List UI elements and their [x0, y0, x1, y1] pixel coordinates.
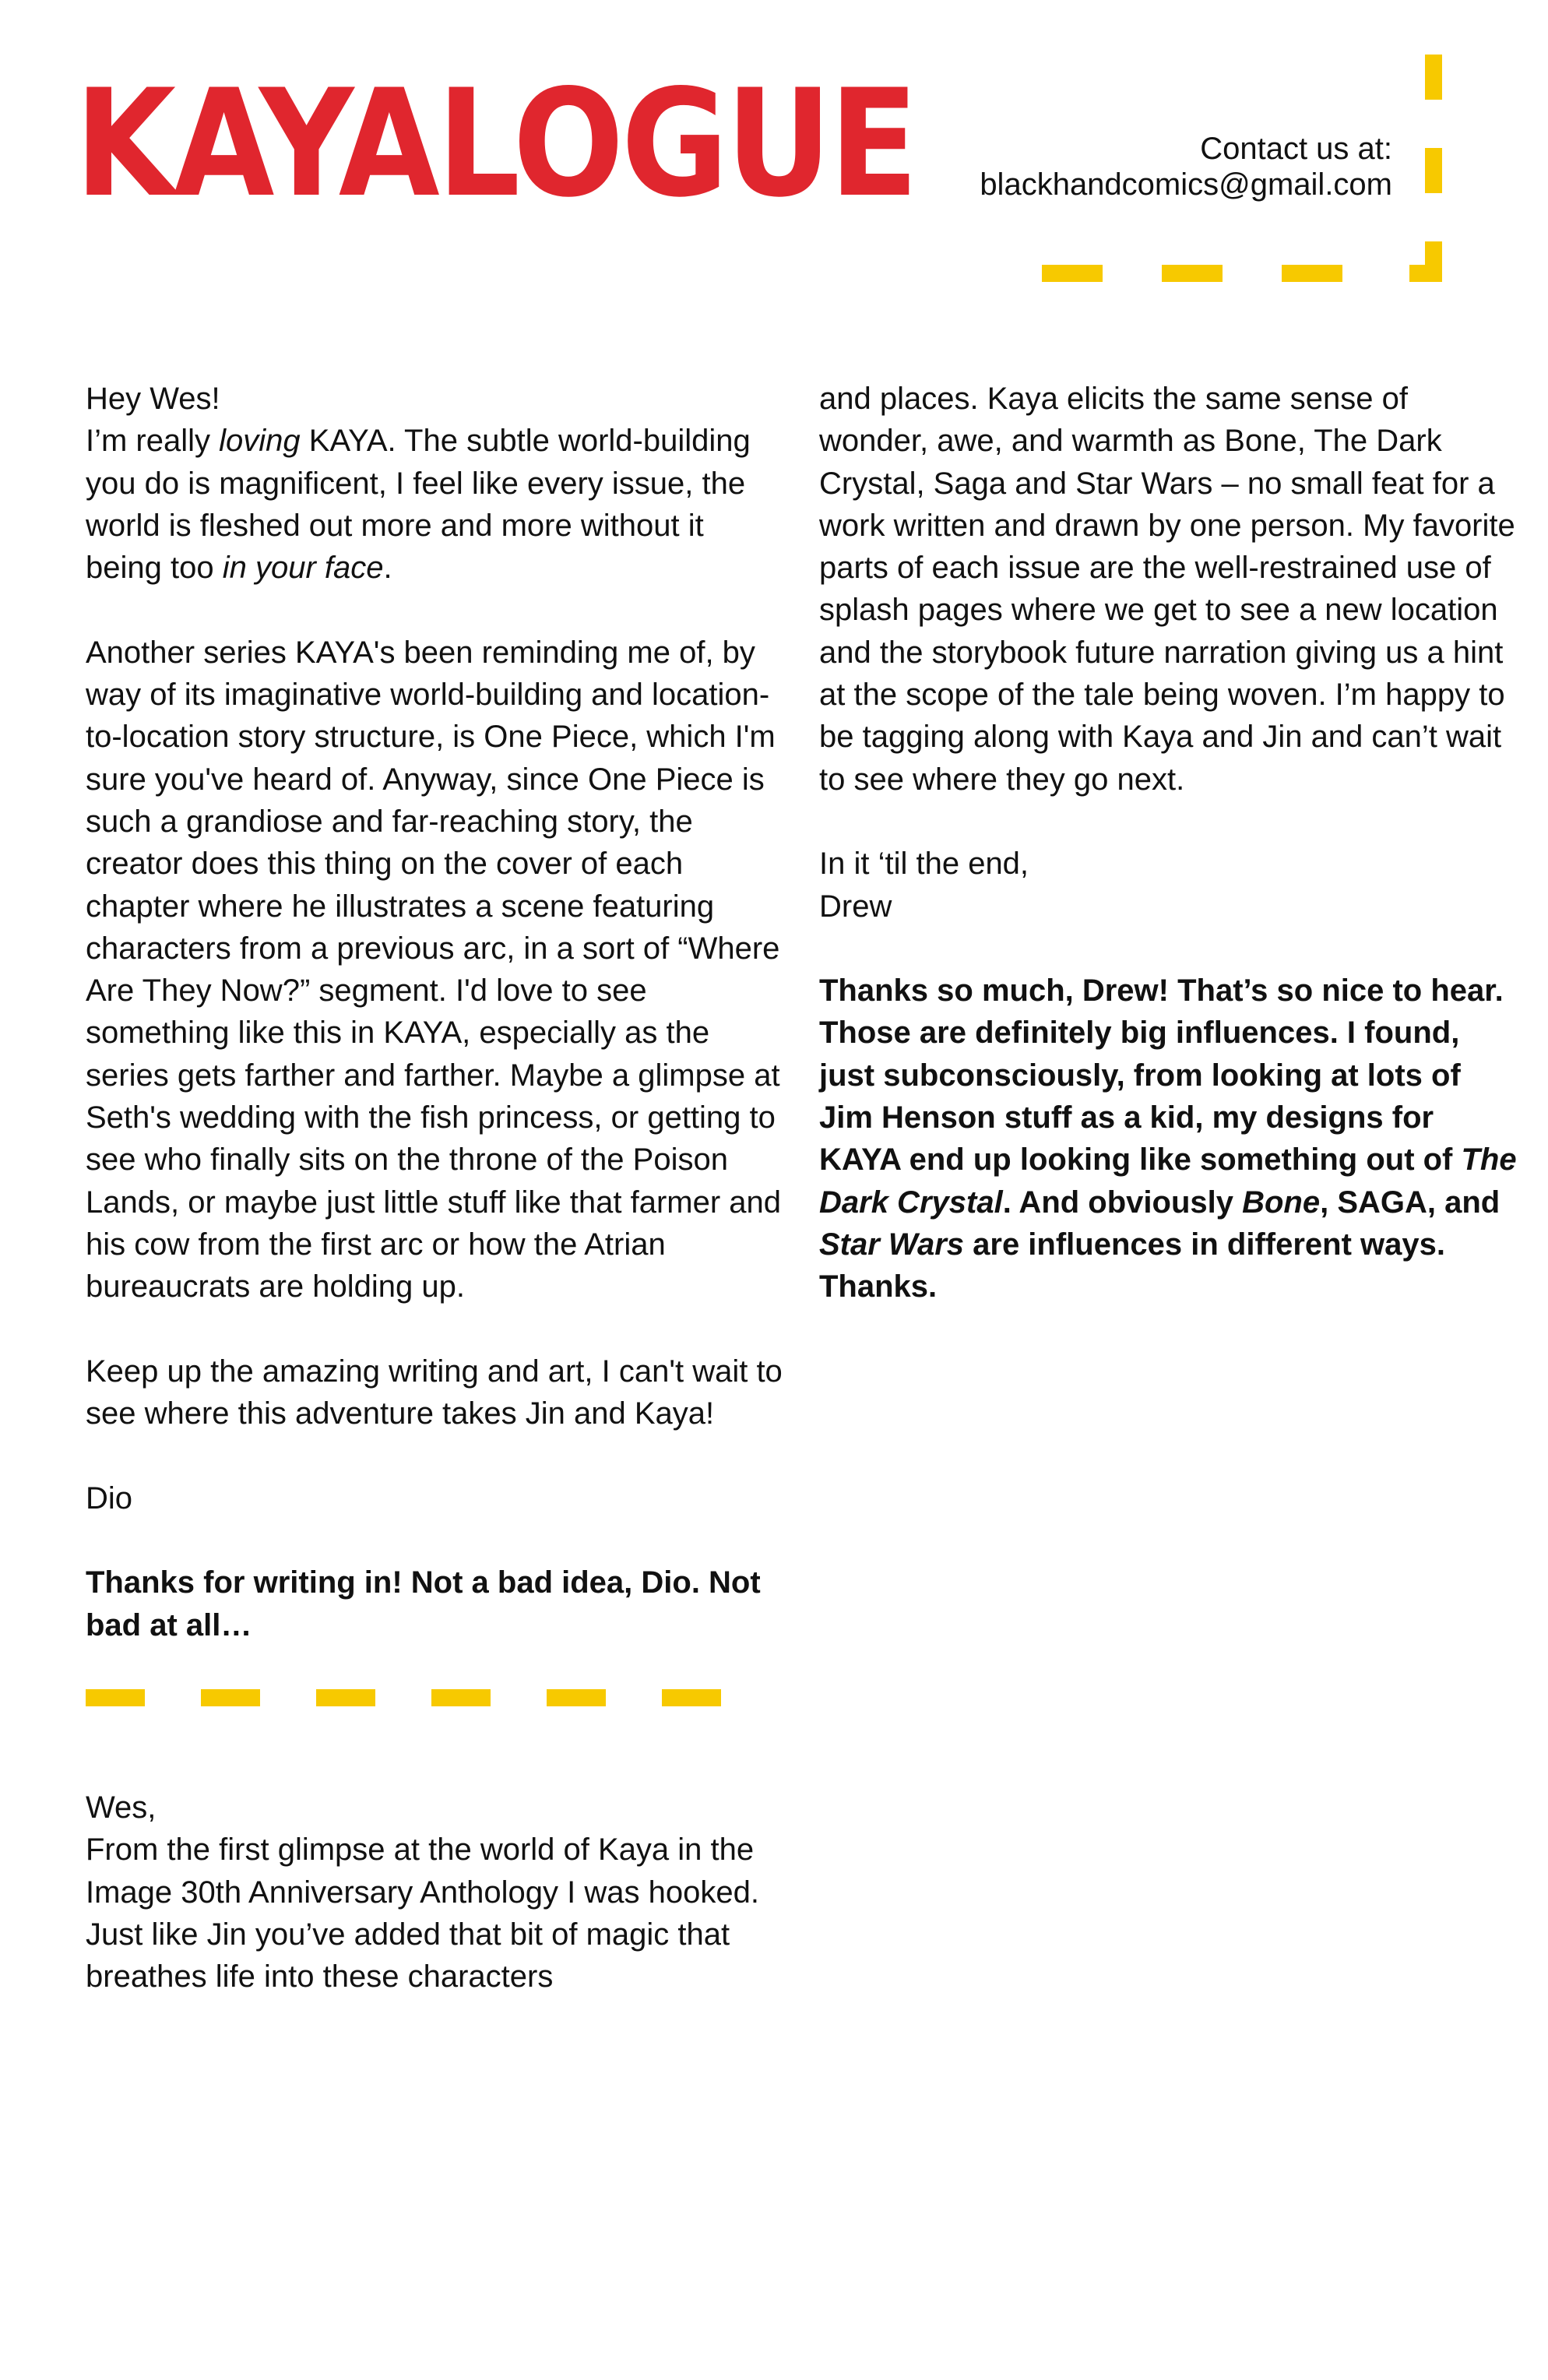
letter-2-paragraph-part-2: and places. Kaya elicits the same sense of wonder, awe, and warmth as Bone, The Dark Crystal, Saga and Star Wars – no small feat for a work written and drawn by one person. My favorite parts of each issue are the well-restrained use of splash pages where we get to see a new location and the storybook future narration giving us a hint at the scope of the tale being woven. I’m happy to be tagging along with Kaya and Jin and can’t wait to see where they go next. — [819, 382, 1515, 797]
letter-2-reply-text-2: . And obviously — [1002, 1185, 1243, 1220]
letter-1-p1-text-a: I’m really — [86, 424, 220, 459]
letter-2-closing: In it ‘til the end, — [819, 847, 1029, 882]
letter-2-reply-title-star-wars: Star Wars — [819, 1227, 965, 1262]
divider-dash — [547, 1689, 606, 1706]
contact-label: Contact us at: — [1200, 132, 1392, 166]
bracket-dash — [1042, 265, 1103, 282]
kayalogue-logo — [75, 58, 916, 230]
bracket-dash — [1162, 265, 1223, 282]
letter-2-reply-title-dark-crystal: The Dark Crystal — [819, 1142, 1517, 1220]
letter-1-reply: Thanks for writing in! Not a bad idea, Dio. Not bad at all… — [86, 1565, 761, 1642]
letters-column-right — [819, 378, 1520, 1350]
letter-2-reply-text-3: , SAGA, and — [1320, 1185, 1501, 1220]
letter-2-reply — [819, 970, 1520, 1308]
letter-2-reply-text-1: Thanks so much, Drew! That’s so nice to hear. Those are definitely big influences. I found, just subconsciously, from looking at lots of Jim Henson stuff as a kid, my designs for KAYA end up looking like something out of — [819, 973, 1504, 1178]
divider-dash — [431, 1689, 491, 1706]
letter-2-reply-title-bone: Bone — [1242, 1185, 1321, 1220]
letter-1-p1-emphasis-loving: loving — [219, 424, 301, 459]
divider-dash — [201, 1689, 260, 1706]
letter-2-paragraph-part-1: From the first glimpse at the world of Kaya in the Image 30th Anniversary Anthology I was hooked. Just like Jin you’ve added that bit of magic that breathes life into these characters — [86, 1833, 759, 1994]
letter-1-p1-text-b: KAYA. The subtle world-building you do is magnificent, I feel like every issue, the world is fleshed out more and more without it being too — [86, 424, 751, 586]
letter-2-reply-text-4: are influences in different ways. Thanks. — [819, 1227, 1445, 1304]
letter-1-p1-emphasis-face: in your face — [222, 551, 384, 586]
bracket-dash — [1282, 265, 1342, 282]
logo-text: KAYALOGUE — [75, 58, 916, 230]
letter-1-greeting: Hey Wes! — [86, 382, 220, 416]
divider-dash — [662, 1689, 721, 1706]
letter-1-paragraph-1 — [86, 420, 786, 589]
letter-2-greeting: Wes, — [86, 1790, 157, 1825]
divider-dash — [316, 1689, 375, 1706]
letters-column-left — [86, 378, 786, 1998]
letter-2-signature: Drew — [819, 889, 892, 924]
bracket-dash — [1409, 265, 1442, 282]
corner-bracket-decoration — [1036, 55, 1448, 288]
letter-1-signature: Dio — [86, 1480, 133, 1516]
letter-1-p1-text-c: . — [383, 551, 392, 586]
letter-1-paragraph-3: Keep up the amazing writing and art, I can't wait to see where this adventure takes Jin and Kaya! — [86, 1354, 783, 1431]
yellow-dash-divider — [86, 1687, 724, 1709]
letter-1-paragraph-2: Another series KAYA's been reminding me of, by way of its imaginative world-building and location-to-location story structure, is One Piece, which I'm sure you've heard of. Anyway, since One Piece is such a grandiose and far-reaching story, the creator does this thing on the cover of each chapter where he illustrates a scene featuring characters from a previous arc, in a sort of “Where Are They Now?” segment. I'd love to see something like this in KAYA, especially as the series gets farther and farther. Maybe a glimpse at Seth's wedding with the fish princess, or getting to see who finally sits on the throne of the Poison Lands, or maybe just little stuff like that farmer and his cow from the first arc or how the Atrian bureaucrats are holding up. — [86, 635, 782, 1304]
bracket-dash — [1425, 55, 1442, 100]
contact-email: blackhandcomics@gmail.com — [980, 167, 1392, 202]
bracket-dash — [1425, 148, 1442, 193]
divider-dash — [86, 1689, 145, 1706]
